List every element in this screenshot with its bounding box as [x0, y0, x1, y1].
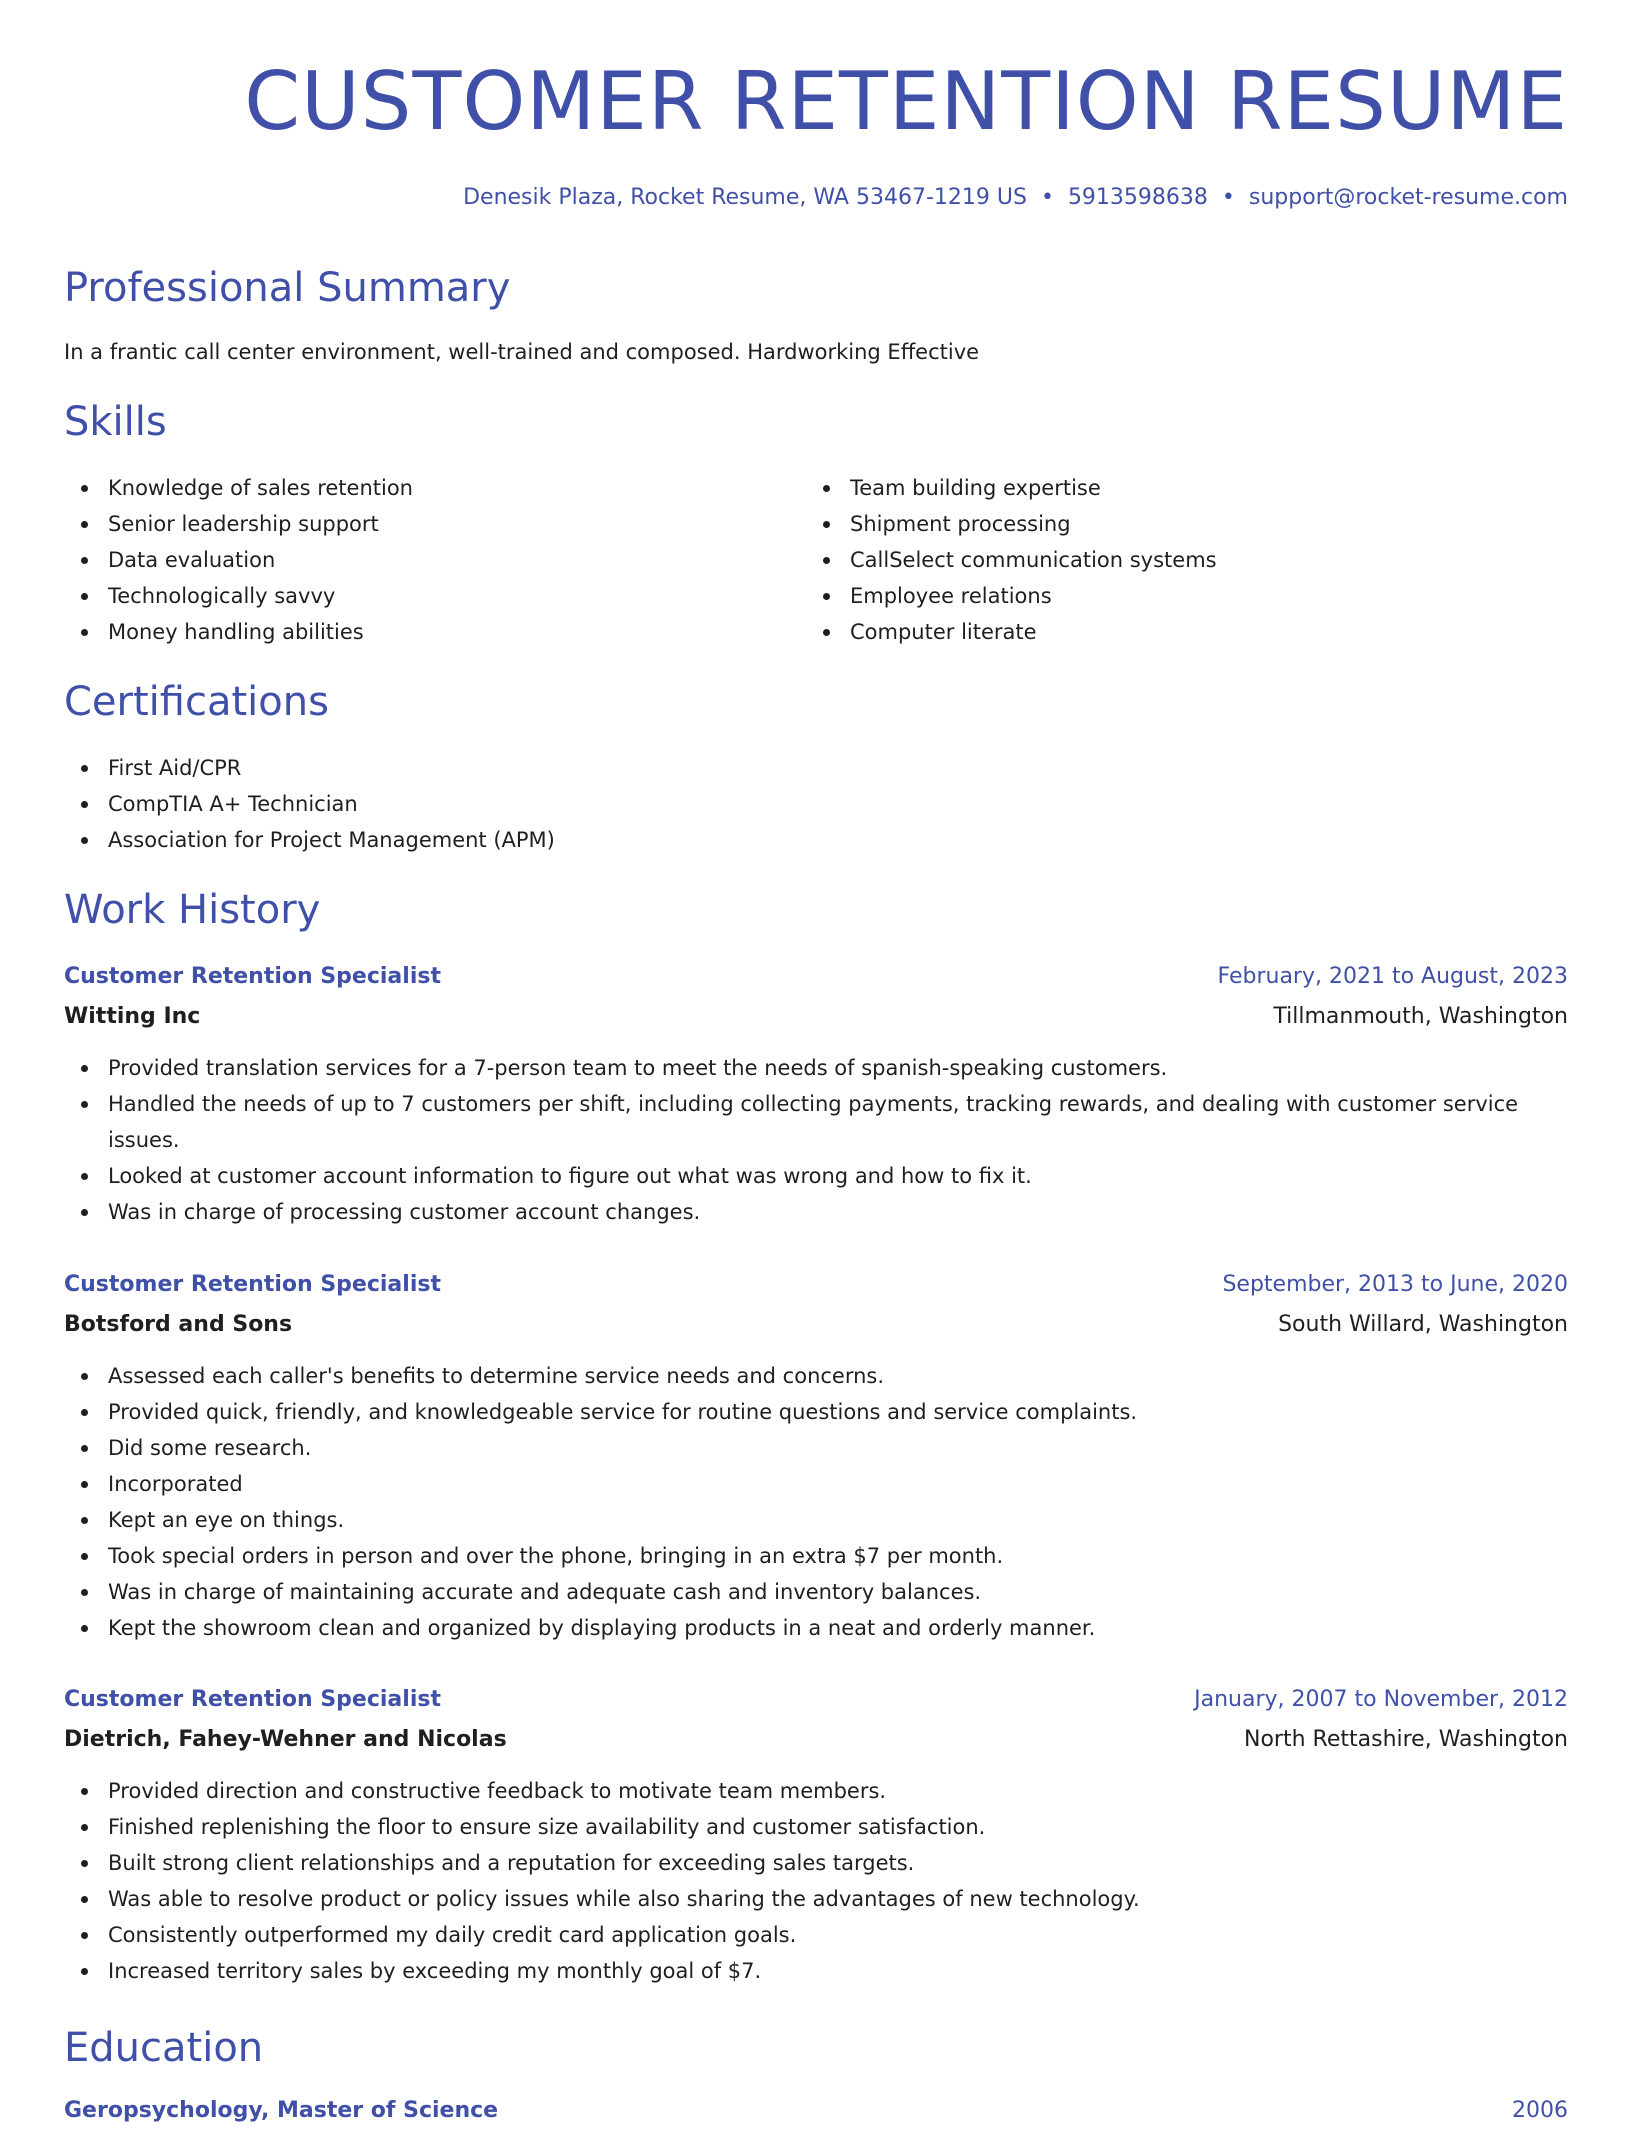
job-dates: January, 2007 to November, 2012: [1194, 1687, 1568, 1712]
phone: 5913598638: [1067, 185, 1208, 210]
skill-item: Computer literate: [806, 614, 1506, 650]
job-title: Customer Retention Specialist: [64, 1687, 441, 1712]
skill-item: Technologically savvy: [64, 578, 764, 614]
job-bullet: Kept an eye on things.: [64, 1502, 1568, 1538]
job-dates: September, 2013 to June, 2020: [1222, 1272, 1568, 1297]
job-bullet: Increased territory sales by exceeding my monthly goal of $7.: [64, 1953, 1568, 1989]
job-bullet: Finished replenishing the floor to ensure size availability and customer satisfaction.: [64, 1809, 1568, 1845]
job-title: Customer Retention Specialist: [64, 1272, 441, 1297]
skills-right-column: [806, 470, 1506, 650]
skill-item: Employee relations: [806, 578, 1506, 614]
job-location: Tillmanmouth, Washington: [1273, 1004, 1568, 1029]
summary-text: In a frantic call center environment, well-trained and composed. Hardworking Effective: [64, 340, 980, 364]
certification-item: First Aid/CPR: [64, 750, 964, 786]
job-entry: [64, 1266, 1568, 1646]
job-location: North Rettashire, Washington: [1244, 1727, 1568, 1752]
skill-item: Senior leadership support: [64, 506, 764, 542]
job-bullet: Was able to resolve product or policy issues while also sharing the advantages of new technology.: [64, 1881, 1568, 1917]
work-history-heading: Work History: [64, 887, 321, 933]
resume-title: CUSTOMER RETENTION RESUME: [244, 55, 1568, 148]
certification-item: CompTIA A+ Technician: [64, 786, 964, 822]
email: support@rocket-resume.com: [1248, 185, 1568, 210]
job-entry: [64, 958, 1568, 1230]
job-company: Witting Inc: [64, 1004, 201, 1029]
skill-item: Knowledge of sales retention: [64, 470, 764, 506]
job-bullet: Provided direction and constructive feedback to motivate team members.: [64, 1773, 1568, 1809]
job-bullet: Was in charge of maintaining accurate and adequate cash and inventory balances.: [64, 1574, 1568, 1610]
skills-left-column: [64, 470, 764, 650]
education-year: 2006: [1512, 2098, 1568, 2123]
skill-item: Shipment processing: [806, 506, 1506, 542]
contact-line: [463, 180, 1568, 216]
address: Denesik Plaza, Rocket Resume, WA 53467-1219 US: [463, 185, 1027, 210]
job-bullet: Built strong client relationships and a reputation for exceeding sales targets.: [64, 1845, 1568, 1881]
certifications-heading: Certifications: [64, 679, 329, 725]
certification-item: Association for Project Management (APM): [64, 822, 964, 858]
job-location: South Willard, Washington: [1278, 1312, 1568, 1337]
skill-item: Team building expertise: [806, 470, 1506, 506]
job-bullet: Handled the needs of up to 7 customers per shift, including collecting payments, tracking rewards, and dealing with customer service issues.: [64, 1086, 1568, 1158]
job-bullet: Was in charge of processing customer account changes.: [64, 1194, 1568, 1230]
job-company: Botsford and Sons: [64, 1312, 293, 1337]
skill-item: Data evaluation: [64, 542, 764, 578]
job-bullet: Provided quick, friendly, and knowledgeable service for routine questions and service complaints.: [64, 1394, 1568, 1430]
job-bullet: Looked at customer account information to figure out what was wrong and how to fix it.: [64, 1158, 1568, 1194]
contact-separator: •: [1040, 185, 1054, 210]
job-bullet: Provided translation services for a 7-person team to meet the needs of spanish-speaking customers.: [64, 1050, 1568, 1086]
education-heading: Education: [64, 2025, 264, 2071]
education-degree: Geropsychology, Master of Science: [64, 2098, 499, 2123]
job-entry: [64, 1681, 1568, 1989]
job-company: Dietrich, Fahey-Wehner and Nicolas: [64, 1727, 507, 1752]
job-bullet: Did some research.: [64, 1430, 1568, 1466]
skill-item: CallSelect communication systems: [806, 542, 1506, 578]
job-bullet: Assessed each caller's benefits to determine service needs and concerns.: [64, 1358, 1568, 1394]
job-dates: February, 2021 to August, 2023: [1217, 964, 1568, 989]
job-bullet: Kept the showroom clean and organized by displaying products in a neat and orderly manner.: [64, 1610, 1568, 1646]
contact-separator: •: [1221, 185, 1235, 210]
summary-heading: Professional Summary: [64, 265, 511, 311]
job-bullet: Took special orders in person and over the phone, bringing in an extra $7 per month.: [64, 1538, 1568, 1574]
certifications-list: [64, 750, 964, 858]
job-bullet: Incorporated: [64, 1466, 1568, 1502]
skills-heading: Skills: [64, 399, 167, 445]
job-bullet: Consistently outperformed my daily credit card application goals.: [64, 1917, 1568, 1953]
job-title: Customer Retention Specialist: [64, 964, 441, 989]
skill-item: Money handling abilities: [64, 614, 764, 650]
education-entry: [64, 2092, 1568, 2132]
